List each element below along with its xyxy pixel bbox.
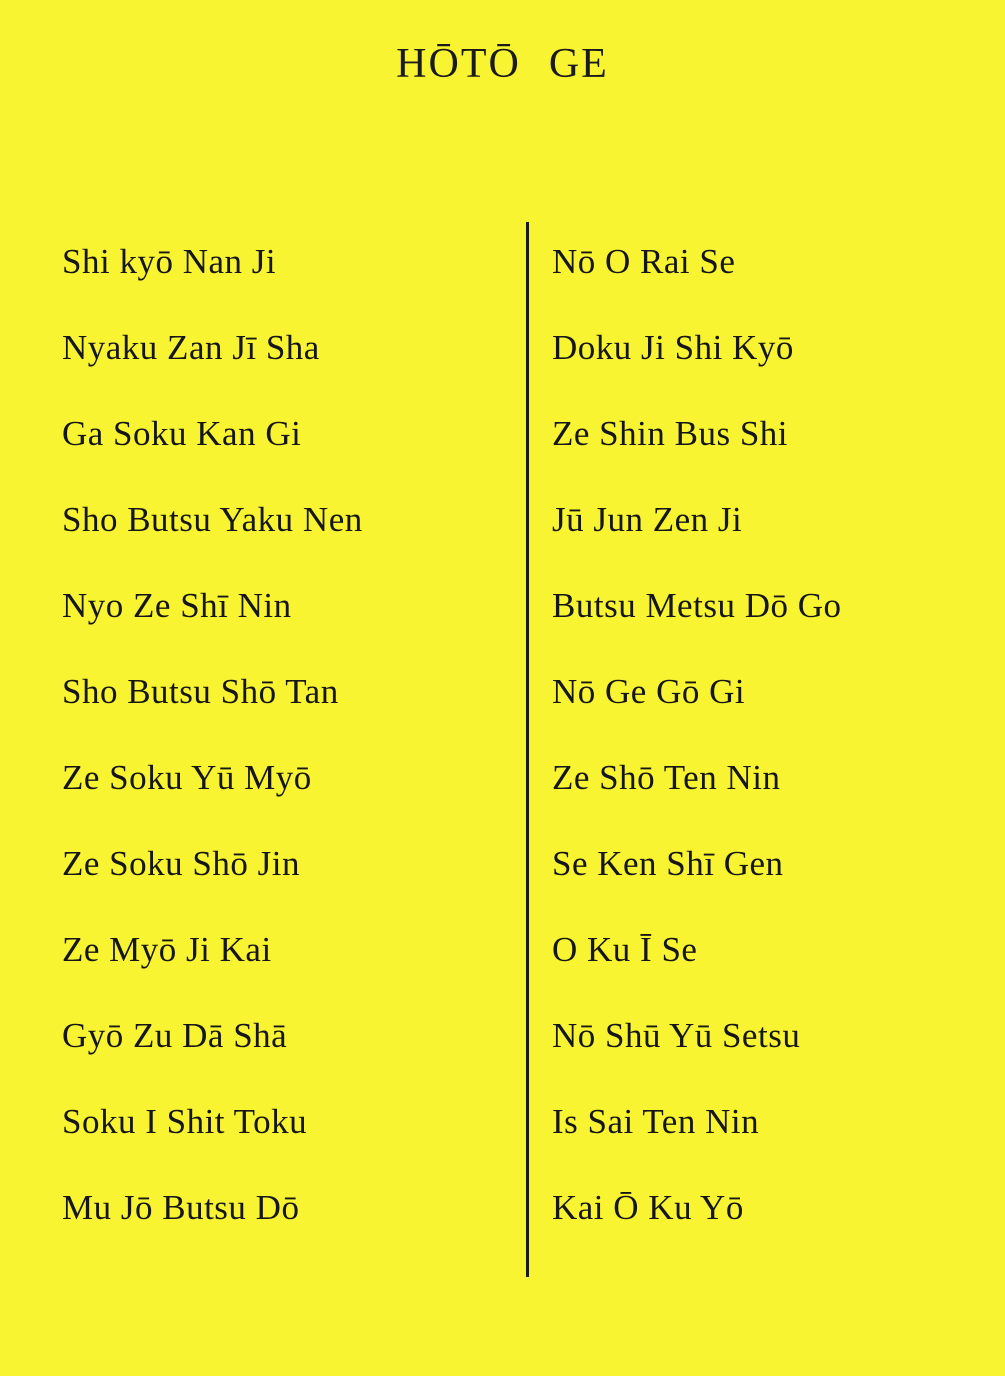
verse-line: Sho Butsu Yaku Nen	[62, 499, 363, 539]
verse-line: Shi kyō Nan Ji	[62, 241, 277, 281]
verse-line: Nō O Rai Se	[552, 241, 736, 281]
page-title	[0, 0, 1005, 88]
verse-line: Mu Jō Butsu Dō	[62, 1187, 300, 1227]
left-column	[0, 218, 526, 1283]
verse-line: Soku I Shit Toku	[62, 1101, 308, 1141]
verse-line: Gyō Zu Dā Shā	[62, 1015, 288, 1055]
verse-body	[0, 218, 1005, 1283]
right-column	[526, 218, 1005, 1283]
verse-line: Ze Myō Ji Kai	[62, 929, 272, 969]
verse-line: Ze Soku Yū Myō	[62, 757, 312, 797]
verse-line: Ze Shō Ten Nin	[552, 757, 781, 797]
verse-line: Kai Ō Ku Yō	[552, 1187, 744, 1227]
verse-line: Butsu Metsu Dō Go	[552, 585, 842, 625]
verse-line: Ze Soku Shō Jin	[62, 843, 300, 883]
verse-line: Ze Shin Bus Shi	[552, 413, 789, 453]
verse-line: Sho Butsu Shō Tan	[62, 671, 339, 711]
verse-line: Is Sai Ten Nin	[552, 1101, 760, 1141]
verse-line: Nō Shū Yū Setsu	[552, 1015, 801, 1055]
page-title-word-1: HŌTŌ	[396, 41, 521, 87]
verse-line: Nyo Ze Shī Nin	[62, 585, 292, 625]
verse-line: Jū Jun Zen Ji	[552, 499, 743, 539]
verse-line: Doku Ji Shi Kyō	[552, 327, 794, 367]
verse-line: Se Ken Shī Gen	[552, 843, 784, 883]
verse-line: Nō Ge Gō Gi	[552, 671, 746, 711]
verse-line: Ga Soku Kan Gi	[62, 413, 302, 453]
page-title-word-2: GE	[548, 41, 609, 87]
verse-line: Nyaku Zan Jī Sha	[62, 327, 320, 367]
verse-line: O Ku Ī Se	[552, 929, 698, 969]
